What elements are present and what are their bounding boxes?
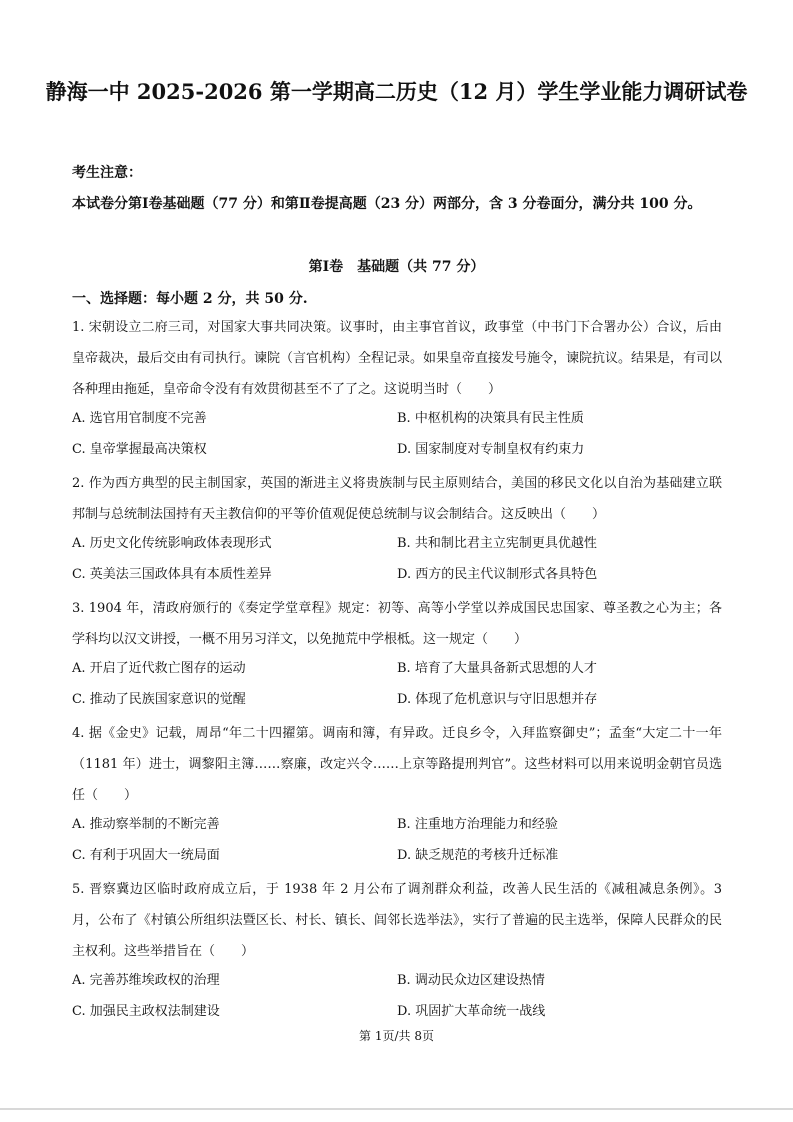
question-5-option-b: B. 调动民众边区建设热情 — [397, 973, 545, 988]
exam-title: 静海一中 2025-2026 第一学期高二历史（12 月）学生学业能力调研试卷 — [45, 79, 748, 104]
question-3-option-d: D. 体现了危机意识与守旧思想并存 — [397, 692, 598, 707]
page-divider — [0, 1108, 793, 1110]
question-3-stem: 3. 1904 年，清政府颁行的《奏定学堂章程》规定：初等、高等小学堂以养成国民忠国家、尊圣教之心为主；各学科均以汉文讲授，一概不用另习洋文，以免抛荒中学根柢。这一规定（ ） — [72, 601, 722, 647]
section-title: 一、选择题：每小题 2 分，共 50 分. — [72, 291, 308, 307]
question-5-stem: 5. 晋察冀边区临时政府成立后，于 1938 年 2 月公布了调剂群众利益，改善人民生活的《减租减息条例》。3 月，公布了《村镇公所组织法暨区长、村长、镇长、闾邻长选举法》，实行了普遍的民主选举，保障人民群众的民主权利。这些举措旨在（ ） — [72, 882, 722, 959]
question-2-option-a: A. 历史文化传统影响政体表现形式 — [72, 536, 272, 551]
question-1-option-c: C. 皇帝掌握最高决策权 — [72, 442, 207, 457]
page-footer: 第 1页/共 8页 — [359, 1029, 434, 1043]
question-1-option-d: D. 国家制度对专制皇权有约束力 — [397, 442, 585, 457]
question-4-option-c: C. 有利于巩固大一统局面 — [72, 848, 220, 863]
question-2-option-c: C. 英美法三国政体具有本质性差异 — [72, 567, 272, 582]
question-5-option-d: D. 巩固扩大革命统一战线 — [397, 1004, 546, 1019]
question-2-option-d: D. 西方的民主代议制形式各具特色 — [397, 567, 598, 582]
question-2-option-b: B. 共和制比君主立宪制更具优越性 — [397, 536, 597, 551]
question-5-option-a: A. 完善苏维埃政权的治理 — [72, 973, 220, 988]
part-title: 第Ⅰ卷 基础题（共 77 分） — [308, 259, 485, 275]
notice-heading: 考生注意： — [72, 165, 142, 181]
question-3-option-b: B. 培育了大量具备新式思想的人才 — [397, 661, 597, 676]
question-1-option-b: B. 中枢机构的决策具有民主性质 — [397, 411, 584, 426]
question-4-option-d: D. 缺乏规范的考核升迁标准 — [397, 848, 559, 863]
question-5-option-c: C. 加强民主政权法制建设 — [72, 1004, 220, 1019]
question-4-option-a: A. 推动察举制的不断完善 — [72, 817, 220, 832]
question-1-option-a: A. 选官用官制度不完善 — [72, 411, 207, 426]
question-3-option-c: C. 推动了民族国家意识的觉醒 — [72, 692, 246, 707]
notice-body: 本试卷分第Ⅰ卷基础题（77 分）和第Ⅱ卷提高题（23 分）两部分，含 3 分卷面分，满分共 100 分。 — [72, 196, 702, 212]
question-3-option-a: A. 开启了近代救亡图存的运动 — [72, 661, 246, 676]
question-1-stem: 1. 宋朝设立二府三司，对国家大事共同决策。议事时，由主事官首议，政事堂（中书门下合署办公）合议，后由皇帝裁决，最后交由有司执行。谏院（言官机构）全程记录。如果皇帝直接发号施令，谏院抗议。结果是，有司以各种理由拖延，皇帝命令没有有效贯彻甚至不了了之。这说明当时（ ） — [72, 320, 723, 397]
question-4-stem: 4. 据《金史》记载，周昂“年二十四擢第。调南和簿，有异政。迁良乡令，入拜监察御史”；孟奎“大定二十一年（1181 年）进士，调黎阳主簿……察廉，改定兴令……上京等路提刑判官”。这些材料可以用来说明金朝官员选任（ ） — [72, 726, 722, 803]
question-4-option-b: B. 注重地方治理能力和经验 — [397, 817, 558, 832]
question-2-stem: 2. 作为西方典型的民主制国家，英国的渐进主义将贵族制与民主原则结合，美国的移民文化以自治为基础建立联邦制与总统制法国持有天主教信仰的平等价值观促使总统制与议会制结合。这反映出（ ） — [72, 476, 722, 522]
